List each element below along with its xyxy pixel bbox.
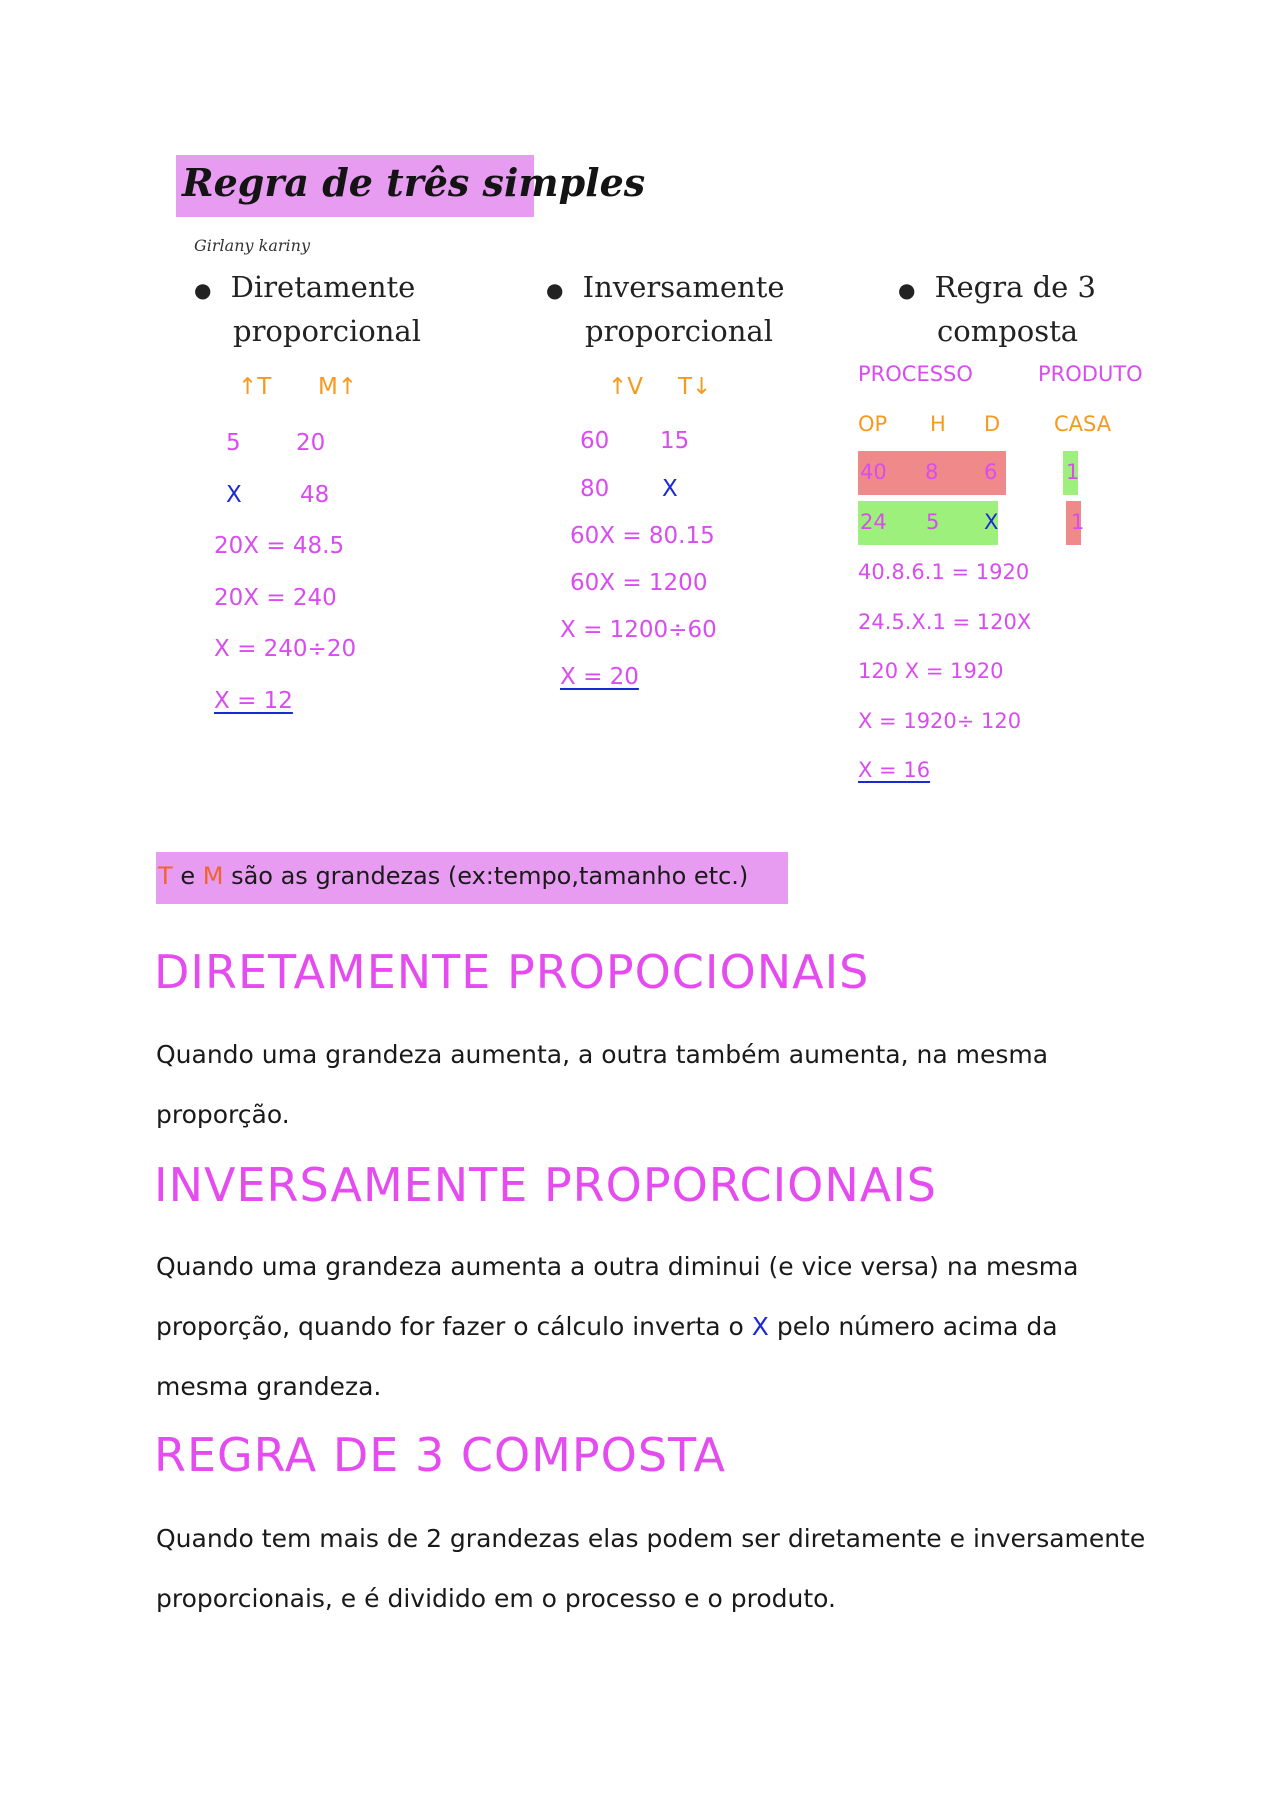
col3-col-op: OP (858, 412, 888, 436)
section-composta-heading: REGRA DE 3 COMPOSTA (154, 1428, 727, 1482)
inversamente-text-after: pelo número acima da mesma grandeza. (156, 1312, 1058, 1401)
col2-heading (546, 265, 785, 312)
col2-row2-right: X (662, 476, 678, 502)
col3-row1-op: 40 (860, 460, 887, 484)
bullet-icon: ● (546, 278, 564, 302)
grandezas-note (158, 862, 748, 890)
col1-header-left: ↑T (238, 374, 272, 400)
grandezas-rest: são as grandezas (ex:tempo,tamanho etc.) (231, 862, 749, 890)
col3-col-casa: CASA (1054, 412, 1112, 436)
col3-row2-d: X (984, 510, 999, 534)
bullet-icon: ● (194, 278, 212, 302)
col2-step2: 60X = 1200 (570, 570, 708, 596)
col1-row2-left: X (226, 482, 242, 508)
grandeza-t: T (158, 862, 173, 890)
col3-col-d: D (984, 412, 1001, 436)
col1-row1-left: 5 (226, 430, 241, 456)
col3-step1: 40.8.6.1 = 1920 (858, 560, 1030, 584)
col3-group-produto: PRODUTO (1038, 362, 1143, 386)
bullet-icon: ● (898, 278, 916, 302)
col1-heading (194, 265, 415, 312)
inversamente-text-before: Quando uma grandeza aumenta a outra diminui (e vice versa) na mesma proporção, quando for fazer o cálculo inverta o (156, 1252, 1079, 1341)
col3-row2-h: 5 (926, 510, 940, 534)
col3-row1-d: 6 (984, 460, 998, 484)
section-diretamente-text: Quando uma grandeza aumenta, a outra também aumenta, na mesma proporção. (156, 1040, 1049, 1129)
col1-step1: 20X = 48.5 (214, 533, 345, 559)
col3-heading-line1: Regra de 3 (934, 270, 1096, 304)
col3-step3: 120 X = 1920 (858, 659, 1004, 683)
col2-row2-left: 80 (580, 476, 610, 502)
col1-step3: X = 240÷20 (214, 636, 357, 662)
grandeza-e: e (180, 862, 196, 890)
col3-step4: X = 1920÷ 120 (858, 709, 1022, 733)
col1-result: X = 12 (214, 688, 293, 714)
col2-row1-left: 60 (580, 428, 610, 454)
author-signature: Girlany kariny (194, 236, 310, 255)
col3-group-processo: PROCESSO (858, 362, 973, 386)
col3-col-h: H (930, 412, 946, 436)
col2-result: X = 20 (560, 664, 639, 690)
col1-heading-line1: Diretamente (230, 270, 416, 304)
section-diretamente-heading: DIRETAMENTE PROPOCIONAIS (154, 945, 870, 999)
col2-step1: 60X = 80.15 (570, 523, 715, 549)
col3-row2-casa: 1 (1071, 510, 1085, 534)
col3-heading (898, 265, 1096, 312)
section-inversamente-text (156, 1237, 1156, 1417)
col3-result: X = 16 (858, 758, 931, 782)
col2-row1-right: 15 (660, 428, 690, 454)
col3-row1-h: 8 (925, 460, 939, 484)
col3-row2-op: 24 (860, 510, 887, 534)
section-inversamente-heading: INVERSAMENTE PROPORCIONAIS (154, 1158, 938, 1212)
col1-heading-line2: proporcional (233, 314, 421, 348)
col2-step3: X = 1200÷60 (560, 617, 717, 643)
page-title: Regra de três simples (182, 160, 646, 205)
col1-row2-right: 48 (300, 482, 330, 508)
col3-heading-line2: composta (937, 314, 1079, 348)
inversamente-text-x: X (751, 1312, 769, 1341)
col2-header-right: T↓ (678, 374, 712, 400)
col2-heading-line1: Inversamente (582, 270, 785, 304)
col1-row1-right: 20 (296, 430, 326, 456)
section-composta-text: Quando tem mais de 2 grandezas elas podem ser diretamente e inversamente proporcionais, e é dividido em o processo e o produto. (156, 1524, 1146, 1613)
grandeza-m: M (202, 862, 224, 890)
col3-step2: 24.5.X.1 = 120X (858, 610, 1032, 634)
col1-step2: 20X = 240 (214, 585, 337, 611)
col2-heading-line2: proporcional (585, 314, 773, 348)
col2-header-left: ↑V (608, 374, 644, 400)
col1-header-right: M↑ (318, 374, 358, 400)
col3-row1-casa: 1 (1066, 460, 1080, 484)
